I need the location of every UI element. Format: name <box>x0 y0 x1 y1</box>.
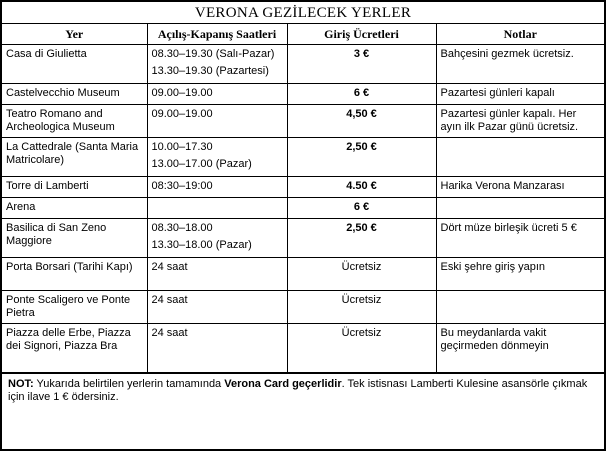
hours-line: 08.30–18.00 <box>151 222 213 234</box>
fee-cell: 6 € <box>287 198 436 219</box>
place-cell: Arena <box>2 198 147 219</box>
hours-line: 24 saat <box>151 327 188 339</box>
fee-cell: 2,50 € <box>287 138 436 177</box>
table-row <box>2 177 604 198</box>
table-row <box>2 45 604 84</box>
fee-cell: 4,50 € <box>287 105 436 138</box>
hours-line: 13.30–18.00 (Pazar) <box>151 239 252 251</box>
hours-line: 10.00–17.30 <box>151 141 213 153</box>
hours-cell <box>147 291 287 324</box>
hours-line: 09.00–19.00 <box>151 87 213 99</box>
place-cell: Piazza delle Erbe, Piazza dei Signori, Piazza Bra <box>2 324 147 373</box>
fee-cell: 4.50 € <box>287 177 436 198</box>
place-cell: Ponte Scaligero ve Ponte Pietra <box>2 291 147 324</box>
hours-cell <box>147 105 287 138</box>
table-row <box>2 84 604 105</box>
hours-line: 13.30–19.30 (Pazartesi) <box>151 65 269 77</box>
table-row <box>2 291 604 324</box>
footnote-label: NOT: <box>8 378 34 390</box>
hours-cell <box>147 138 287 177</box>
place-cell: Casa di Giulietta <box>2 45 147 84</box>
table-row <box>2 198 604 219</box>
table-row <box>2 324 604 373</box>
table-row <box>2 138 604 177</box>
note-cell: Pazartesi günler kapalı. Her ayın ilk Pazar günü ücretsiz. <box>436 105 604 138</box>
hours-cell <box>147 219 287 258</box>
footnote-emphasis: Verona Card geçerlidir <box>224 378 342 390</box>
document-title: VERONA GEZİLECEK YERLER <box>2 2 604 24</box>
note-cell: Pazartesi günleri kapalı <box>436 84 604 105</box>
place-cell: La Cattedrale (Santa Maria Matricolare) <box>2 138 147 177</box>
fee-cell: 3 € <box>287 45 436 84</box>
place-cell: Torre di Lamberti <box>2 177 147 198</box>
place-cell: Teatro Romano and Archeologica Museum <box>2 105 147 138</box>
hours-line: 24 saat <box>151 294 188 306</box>
footnote <box>2 373 604 408</box>
footnote-text-before: Yukarıda belirtilen yerlerin tamamında <box>33 378 225 390</box>
table-header-row <box>2 24 604 45</box>
table-body <box>2 45 604 373</box>
hours-line: 13.00–17.00 (Pazar) <box>151 158 252 170</box>
hours-line: 09.00–19.00 <box>151 108 213 120</box>
note-cell: Dört müze birleşik ücreti 5 € <box>436 219 604 258</box>
table-row <box>2 105 604 138</box>
table-row <box>2 219 604 258</box>
place-cell: Basilica di San Zeno Maggiore <box>2 219 147 258</box>
note-cell <box>436 138 604 177</box>
fee-cell: 2,50 € <box>287 219 436 258</box>
place-cell: Castelvecchio Museum <box>2 84 147 105</box>
place-cell: Porta Borsari (Tarihi Kapı) <box>2 258 147 291</box>
hours-cell <box>147 84 287 105</box>
fee-cell: Ücretsiz <box>287 291 436 324</box>
fee-cell: Ücretsiz <box>287 324 436 373</box>
note-cell: Eski şehre giriş yapın <box>436 258 604 291</box>
hours-cell <box>147 198 287 219</box>
fee-cell: Ücretsiz <box>287 258 436 291</box>
hours-cell <box>147 258 287 291</box>
header-hours: Açılış-Kapanış Saatleri <box>147 24 287 45</box>
hours-cell <box>147 45 287 84</box>
header-notes: Notlar <box>436 24 604 45</box>
attractions-table <box>2 24 604 373</box>
hours-line: 24 saat <box>151 261 188 273</box>
footnote-text-after: . Tek istisnası Lamberti Kulesine asansörle çıkmak için ilave 1 € ödersiniz. <box>8 378 588 403</box>
header-fees: Giriş Ücretleri <box>287 24 436 45</box>
hours-line: 08:30–19:00 <box>151 180 213 192</box>
note-cell <box>436 291 604 324</box>
hours-cell <box>147 324 287 373</box>
note-cell: Bahçesini gezmek ücretsiz. <box>436 45 604 84</box>
hours-line: 08.30–19.30 (Salı-Pazar) <box>151 48 275 60</box>
table-row <box>2 258 604 291</box>
fee-cell: 6 € <box>287 84 436 105</box>
header-place: Yer <box>2 24 147 45</box>
note-cell: Bu meydanlarda vakit geçirmeden dönmeyin <box>436 324 604 373</box>
note-cell <box>436 198 604 219</box>
note-cell: Harika Verona Manzarası <box>436 177 604 198</box>
hours-cell <box>147 177 287 198</box>
